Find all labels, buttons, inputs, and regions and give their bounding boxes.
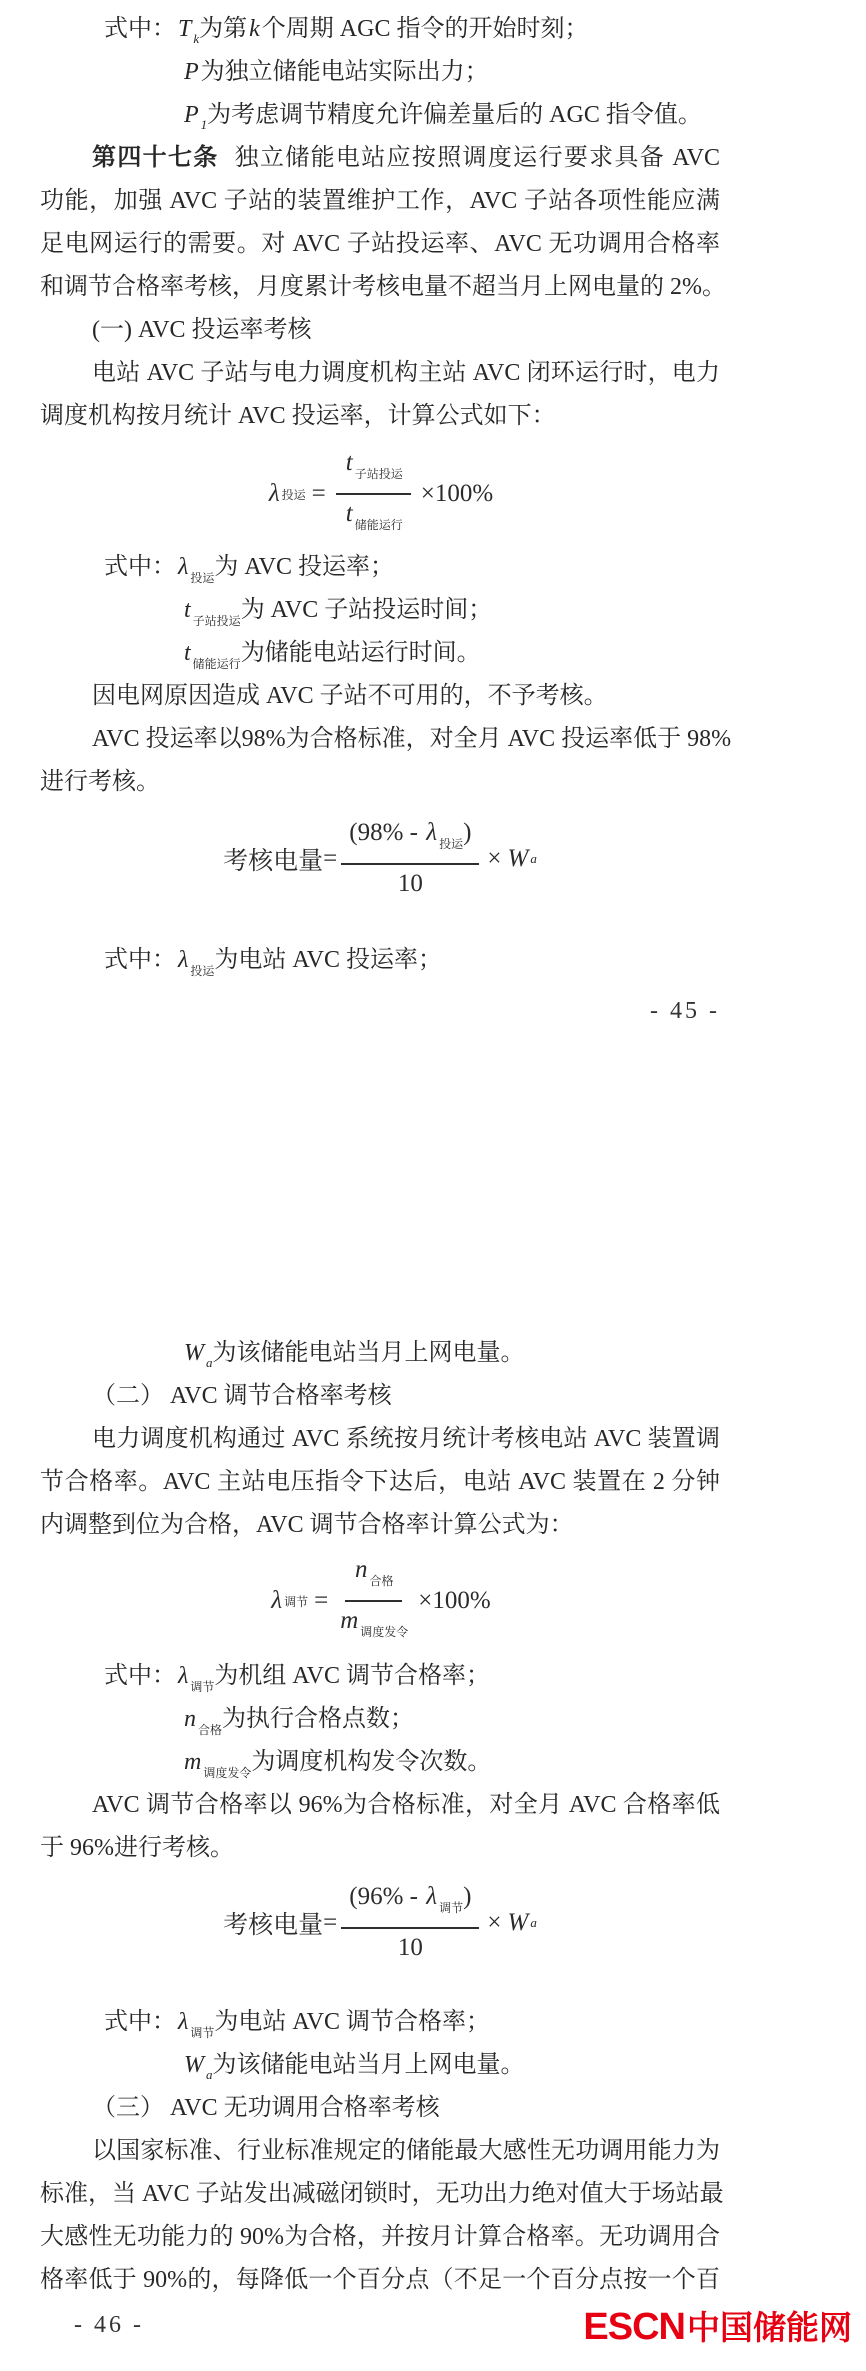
text-run: AVC 投运率以98%为合格标准，对全月 AVC 投运率低于 98% xyxy=(92,726,732,752)
heading-text: (一) AVC 投运率考核 xyxy=(92,317,312,343)
page-break-gap xyxy=(40,1026,720,1332)
formula-avc-regulation-rate xyxy=(40,1555,720,1647)
math-subscript-touyun: 投运 xyxy=(281,487,306,502)
fraction-denominator xyxy=(338,1602,408,1647)
math-subscript: 调节 xyxy=(439,1901,464,1915)
text-run: 独立储能电站应按照调度运行要求具备 AVC xyxy=(234,145,721,171)
math-subscript: 调度发令 xyxy=(360,1625,409,1639)
multiplication-sign: × xyxy=(487,1908,502,1936)
page-number-text: - 45 - xyxy=(650,998,720,1024)
paragraph-96-line-1 xyxy=(40,1784,720,1827)
fraction-numerator xyxy=(341,818,479,865)
math-subscript: 子站投运 xyxy=(354,467,403,481)
page-number-45 xyxy=(40,996,720,1026)
text-run: 节合格率。AVC 主站电压指令下达后，电站 AVC 装置在 2 分钟 xyxy=(40,1469,720,1495)
math-subscript: 合格 xyxy=(369,1574,394,1588)
paragraph-stat-line-2 xyxy=(40,1461,720,1504)
definition-line-n xyxy=(40,1698,720,1741)
text-run: 为电站 AVC 调节合格率； xyxy=(214,2009,490,2035)
definition-line-lambda-station xyxy=(40,939,720,982)
definition-line-lambda-touyun xyxy=(40,546,720,589)
section-heading-2 xyxy=(40,1375,720,1418)
fraction xyxy=(341,1882,479,1963)
text-run: 为 AVC 子站投运时间； xyxy=(240,597,493,623)
fraction-denominator xyxy=(344,495,403,540)
definition-line-t-storage xyxy=(40,632,720,675)
text-run: 个周期 AGC 指令的开始时刻； xyxy=(261,16,589,42)
math-subscript: 储能运行 xyxy=(354,518,403,532)
text-run: 式中： xyxy=(104,2009,176,2035)
text-run: 因电网原因造成 AVC 子站不可用的，不予考核。 xyxy=(92,683,608,709)
formula-lhs: 考核电量 xyxy=(223,847,324,875)
math-subscript-k: k xyxy=(193,31,200,46)
article-number: 第四十七条 xyxy=(92,145,219,171)
math-subscript: 储能运行 xyxy=(192,657,241,671)
math-var-t: t xyxy=(184,597,191,623)
math-var-W: W xyxy=(507,1908,529,1936)
text-run: 内调整到位为合格，AVC 调节合格率计算公式为： xyxy=(40,1512,574,1538)
math-var-m: m xyxy=(340,1607,359,1634)
fraction xyxy=(336,448,411,540)
equals-sign: = xyxy=(314,1587,329,1614)
article-47-line-3 xyxy=(40,223,720,266)
math-var-lambda: λ xyxy=(426,1883,438,1910)
math-var-W: W xyxy=(184,1340,204,1366)
text-run: 为 AVC 投运率； xyxy=(214,554,394,580)
math-subscript-tiaojie: 调节 xyxy=(284,1594,309,1609)
math-var-W: W xyxy=(507,844,529,872)
definition-line-t-substation xyxy=(40,589,720,632)
equals-sign: = xyxy=(323,844,338,872)
math-subscript-a: a xyxy=(206,2067,213,2082)
page-46 xyxy=(40,1332,724,2302)
paragraph-std-line-3 xyxy=(40,2216,720,2259)
section-heading-1 xyxy=(40,309,720,352)
formula-lhs: 考核电量 xyxy=(223,1911,324,1939)
math-var-m: m xyxy=(184,1749,202,1775)
fraction-numerator xyxy=(345,1555,402,1602)
text-run: ) xyxy=(463,1883,472,1910)
definition-line-lambda-tiaojie xyxy=(40,1655,720,1698)
definition-line-wa-2 xyxy=(40,2044,720,2087)
text-run: 式中： xyxy=(104,554,176,580)
definition-line-wa xyxy=(40,1332,720,1375)
heading-text: （三） AVC 无功调用合格率考核 xyxy=(92,2095,440,2121)
math-var-lambda: λ xyxy=(178,554,189,580)
paragraph-std-line-1 xyxy=(40,2130,720,2173)
text-run: 格率低于 90%的，每降低一个百分点（不足一个百分点按一个百 xyxy=(40,2267,720,2293)
text-run: AVC 调节合格率以 96%为合格标准，对全月 AVC 合格率低 xyxy=(92,1792,720,1818)
math-var-t: t xyxy=(345,500,353,527)
text-run: 电力调度机构通过 AVC 系统按月统计考核电站 AVC 装置调 xyxy=(92,1426,720,1452)
text-run: 为考虑调节精度允许偏差量后的 AGC 指令值。 xyxy=(207,102,702,128)
math-var-lambda: λ xyxy=(178,947,189,973)
text-run: 电站 AVC 子站与电力调度机构主站 AVC 闭环运行时，电力 xyxy=(92,360,720,386)
text-run: 为该储能电站当月上网电量。 xyxy=(212,1340,525,1366)
text-run: 为调度机构发令次数。 xyxy=(251,1749,492,1775)
math-var-n: n xyxy=(355,1556,368,1583)
definition-line-p1 xyxy=(40,94,720,137)
text-run: 为执行合格点数； xyxy=(222,1706,415,1732)
escn-logo xyxy=(583,2302,852,2349)
math-var-lambda: λ xyxy=(426,819,438,846)
definition-line-tk xyxy=(40,8,720,51)
fraction-numerator xyxy=(341,1882,479,1929)
text-run: 为该储能电站当月上网电量。 xyxy=(212,2052,525,2078)
fraction-denominator: 10 xyxy=(397,870,423,897)
fraction xyxy=(341,818,479,899)
math-var-P: P xyxy=(184,59,199,85)
text-run: 和调节合格率考核，月度累计考核电量不超当月上网电量的 2%。 xyxy=(40,274,726,300)
math-var-t: t xyxy=(345,449,353,476)
math-var-lambda: λ xyxy=(178,1663,189,1689)
text-run: 为电站 AVC 投运率； xyxy=(214,947,442,973)
definition-line-p xyxy=(40,51,720,94)
section-heading-3 xyxy=(40,2087,720,2130)
formula-assessment-energy-98 xyxy=(40,818,720,899)
multiplication-sign: × xyxy=(487,844,502,872)
math-subscript: 投运 xyxy=(190,964,215,978)
formula-assessment-energy-96 xyxy=(40,1882,720,1963)
math-subscript: 合格 xyxy=(198,1723,223,1737)
text-run: 于 96%进行考核。 xyxy=(40,1835,234,1861)
page-footer xyxy=(0,2302,866,2371)
text-run: (96% - xyxy=(349,1883,425,1910)
math-subscript-1: 1 xyxy=(200,117,208,132)
text-run: ) xyxy=(463,819,472,846)
paragraph-stat-line-3 xyxy=(40,1504,720,1547)
text-run: 足电网运行的需要。对 AVC 子站投运率、AVC 无功调用合格率 xyxy=(40,231,720,257)
math-var-lambda: λ xyxy=(268,480,280,507)
escn-logo-latin: ESCN xyxy=(583,2306,685,2348)
text-run: 调度机构按月统计 AVC 投运率，计算公式如下： xyxy=(40,403,556,429)
fraction-numerator xyxy=(336,448,411,495)
equals-sign: = xyxy=(311,480,326,507)
text-run: 为独立储能电站实际出力； xyxy=(200,59,489,85)
math-var-P: P xyxy=(184,102,199,128)
equals-sign: = xyxy=(323,1908,338,1936)
article-47-line-2 xyxy=(40,180,720,223)
definition-line-lambda-station-2 xyxy=(40,2001,720,2044)
math-subscript: 调节 xyxy=(190,1680,215,1694)
times-100-percent: ×100% xyxy=(420,480,494,507)
text-run: 进行考核。 xyxy=(40,769,160,795)
paragraph-stat-line-1 xyxy=(40,1418,720,1461)
paragraph-std-line-2 xyxy=(40,2173,724,2216)
article-47-line-1 xyxy=(40,137,720,180)
text-run: 式中： xyxy=(104,1663,176,1689)
math-var-n: n xyxy=(184,1706,196,1732)
math-var-lambda: λ xyxy=(271,1587,283,1614)
paragraph-std-line-4 xyxy=(40,2259,720,2302)
fraction-denominator: 10 xyxy=(397,1934,423,1961)
paragraph-96-line-2 xyxy=(40,1827,720,1870)
heading-text: （二） AVC 调节合格率考核 xyxy=(92,1383,392,1409)
paragraph-closedloop-line-2 xyxy=(40,395,720,438)
math-subscript: 投运 xyxy=(439,837,464,851)
paragraph-closedloop-line-1 xyxy=(40,352,720,395)
text-run: (98% - xyxy=(349,819,425,846)
math-subscript-a: a xyxy=(206,1355,213,1370)
text-run: 式中： xyxy=(104,16,176,42)
text-run: 为第 xyxy=(199,16,248,42)
math-subscript: 调节 xyxy=(190,2026,215,2040)
math-subscript: 调度发令 xyxy=(203,1766,252,1780)
math-var-k: k xyxy=(249,16,260,42)
text-run: 以国家标准、行业标准规定的储能最大感性无功调用能力为 xyxy=(92,2138,720,2164)
math-var-W: W xyxy=(184,2052,204,2078)
math-subscript: 子站投运 xyxy=(192,614,241,628)
math-subscript: 投运 xyxy=(190,571,215,585)
times-100-percent: ×100% xyxy=(418,1587,491,1614)
math-subscript-a: a xyxy=(530,850,537,866)
fraction xyxy=(338,1555,408,1647)
escn-logo-chinese: 中国储能网 xyxy=(687,2309,852,2346)
page-number-46: - 46 - xyxy=(74,2312,144,2338)
paragraph-grid-exemption xyxy=(40,675,720,718)
text-run: 为机组 AVC 调节合格率； xyxy=(214,1663,490,1689)
paragraph-98-line-2 xyxy=(40,761,720,804)
math-var-lambda: λ xyxy=(178,2009,189,2035)
paragraph-98-line-1 xyxy=(40,718,732,761)
page-45 xyxy=(40,8,732,1026)
text-run: 大感性无功能力的 90%为合格，并按月计算合格率。无功调用合 xyxy=(40,2224,720,2250)
text-run: 功能，加强 AVC 子站的装置维护工作，AVC 子站各项性能应满 xyxy=(40,188,720,214)
math-var-T: T xyxy=(178,16,192,42)
definition-line-m xyxy=(40,1741,720,1784)
math-subscript-a: a xyxy=(530,1914,537,1930)
article-47-line-4 xyxy=(40,266,726,309)
math-var-t: t xyxy=(184,640,191,666)
formula-avc-commissioning-rate xyxy=(40,448,720,540)
text-run: 为储能电站运行时间。 xyxy=(240,640,481,666)
text-run: 标准，当 AVC 子站发出减磁闭锁时，无功出力绝对值大于场站最 xyxy=(40,2181,724,2207)
text-run: 式中： xyxy=(104,947,176,973)
